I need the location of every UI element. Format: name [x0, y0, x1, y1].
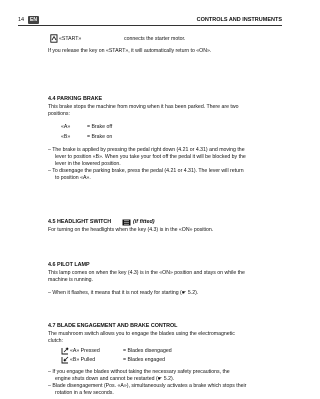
switch-pressed-icon: [61, 347, 69, 355]
blade-bullet2-line2: rotation in a few seconds.: [55, 390, 114, 396]
language-badge: EN: [30, 17, 37, 23]
parking-option-a-value: = Brake off: [87, 124, 113, 130]
headlight-fitted-note: (if fitted): [133, 219, 155, 225]
start-release-text: If you release the key on «START», it will automatically return to «ON».: [48, 48, 212, 54]
parking-bullet2-line1: – To disengage the parking brake, press the pedal (4.21 or 4.31). The lever will return: [48, 168, 244, 174]
heading-blade-engagement: 4.7 BLADE ENGAGEMENT AND BRAKE CONTROL: [48, 323, 178, 329]
section-title: CONTROLS AND INSTRUMENTS: [196, 17, 282, 23]
blade-para-line2: clutch:: [48, 338, 63, 344]
parking-option-b-key: «B»: [61, 134, 71, 140]
parking-option-b-value: = Brake on: [87, 134, 113, 140]
blade-bullet1-line1: – If you engage the blades without taking the necessary safety precautions, the: [48, 369, 230, 375]
parking-bullet2-line2: to position «A».: [55, 175, 91, 181]
blade-option-a-value: = Blades disengaged: [123, 348, 172, 354]
heading-pilot-lamp: 4.6 PILOT LAMP: [48, 262, 90, 268]
key-start-icon: [50, 34, 58, 43]
pilot-lamp-para-line1: This lamp comes on when the key (4.3) is in the «ON» position and stays on while the: [48, 270, 245, 276]
headlight-para: For turning on the headlights when the key (4.3) is in the «ON» position.: [48, 227, 214, 233]
header-rule: [18, 25, 282, 26]
pilot-lamp-para-line2: machine is running.: [48, 277, 93, 283]
start-description: connects the starter motor.: [124, 36, 186, 42]
pilot-lamp-bullet: – When it flashes, it means that it is not ready for starting (☛ 5.2).: [48, 290, 199, 296]
blade-option-b-key: «B» Pulled: [70, 357, 96, 363]
blade-bullet1-line2: engine shuts down and cannot be restarted (☛ 5.2).: [55, 376, 175, 382]
parking-bullet1-line3: lever in the lowered position.: [55, 161, 121, 167]
blade-bullet2-line1: – Blade disengagement (Pos. «A»), simultaneously activates a brake which stops their: [48, 383, 247, 389]
headlight-icon: [122, 219, 131, 226]
parking-brake-para-line2: positions:: [48, 111, 70, 117]
heading-parking-brake: 4.4 PARKING BRAKE: [48, 96, 103, 102]
parking-brake-para-line1: This brake stops the machine from moving when it has been parked. There are two: [48, 104, 239, 110]
page-number: 14: [18, 17, 25, 23]
blade-option-b-value: = Blades engaged: [123, 357, 165, 363]
heading-headlight-switch: 4.5 HEADLIGHT SWITCH: [48, 219, 112, 225]
parking-bullet1-line2: lever to position «B». When you take your foot off the pedal it will be blocked by the: [55, 154, 246, 160]
blade-option-a-key: «A» Pressed: [70, 348, 100, 354]
switch-pulled-icon: [61, 356, 69, 364]
parking-bullet1-line1: – The brake is applied by pressing the pedal right down (4.21 or 4.31) and moving the: [48, 147, 245, 153]
blade-para-line1: The mushroom switch allows you to engage the blades using the electromagnetic: [48, 331, 235, 337]
parking-option-a-key: «A»: [61, 124, 71, 130]
start-label: «START»: [59, 36, 82, 42]
